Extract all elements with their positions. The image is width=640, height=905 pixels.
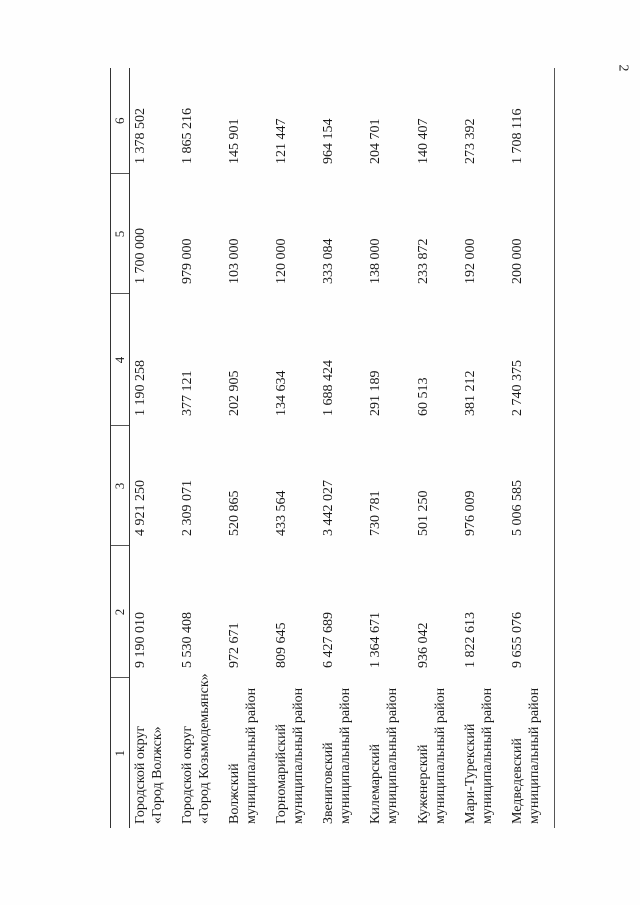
column-header: 6: [111, 68, 130, 174]
district-name-line1: Городской округ: [133, 725, 148, 824]
district-name-cell: [224, 678, 271, 828]
value-cell-col4: 1 688 424: [321, 360, 337, 416]
value-cell-col6: 273 392: [462, 118, 478, 164]
table-row: [413, 68, 460, 828]
table-row: [224, 68, 271, 828]
value-cell-col5: 979 000: [180, 238, 196, 284]
district-name-line2: муниципальный район: [432, 687, 448, 824]
column-header: 1: [111, 678, 130, 828]
value-cell-col3: 976 009: [462, 490, 478, 536]
value-cell-col6: 1 708 116: [507, 68, 555, 174]
value-cell-col4: 381 212: [462, 370, 478, 416]
table-row: [507, 68, 555, 828]
table-row: [318, 68, 365, 828]
value-cell-col5: 120 000: [274, 238, 290, 284]
value-cell-col5: 138 000: [368, 238, 384, 284]
district-name-cell: [413, 678, 460, 828]
district-name-cell: [177, 673, 224, 828]
district-name-cell: [460, 678, 507, 828]
district-name-line2: муниципальный район: [479, 687, 495, 824]
district-name-line2: муниципальный район: [291, 687, 307, 824]
value-cell-col5: 333 084: [321, 238, 337, 284]
table-row: [130, 68, 178, 828]
value-cell-col2: 809 645: [274, 622, 290, 668]
district-name-line1: Мари-Турекский: [462, 723, 478, 824]
value-cell-col2: 1 822 613: [462, 612, 478, 668]
district-name-line2: муниципальный район: [526, 687, 542, 824]
value-cell-col4: 1 190 258: [133, 360, 148, 416]
value-cell-col3: 5 006 585: [507, 426, 555, 546]
district-name-cell: [130, 678, 178, 828]
value-cell-col6: 145 901: [227, 118, 243, 164]
column-header: 3: [111, 426, 130, 546]
column-header: 2: [111, 546, 130, 678]
value-cell-col6: 964 154: [321, 118, 337, 164]
table-row: [177, 68, 224, 828]
value-cell-col6: 140 407: [415, 118, 431, 164]
district-name-line1: Городской округ: [180, 725, 196, 824]
district-name-line1: Волжский: [227, 763, 243, 824]
value-cell-col5: 233 872: [415, 238, 431, 284]
district-name-cell: [271, 678, 318, 828]
value-cell-col4: 60 513: [415, 377, 431, 416]
district-name-line2: «Город Волжск»: [150, 726, 165, 824]
value-cell-col2: 972 671: [227, 622, 243, 668]
value-cell-col5: 200 000: [507, 174, 555, 294]
district-name-line2: «Город Козьмодемьянск»: [197, 673, 213, 824]
data-table: [110, 68, 555, 828]
value-cell-col4: 291 189: [368, 370, 384, 416]
page-number: 2: [615, 64, 631, 72]
header-row: [111, 68, 130, 828]
district-name-line2: муниципальный район: [385, 687, 401, 824]
value-cell-col2: 9 655 076: [507, 546, 555, 678]
value-cell-col2: 6 427 689: [321, 612, 337, 668]
district-name-line1: Звениговский: [321, 742, 337, 824]
district-name-line1: Горномарийский: [274, 723, 290, 824]
district-name-line1: Килемарский: [368, 743, 384, 824]
value-cell-col6: 121 447: [274, 118, 290, 164]
value-cell-col6: 1 378 502: [133, 108, 148, 164]
value-cell-col3: 730 781: [368, 490, 384, 536]
rotated-table-container: [110, 68, 555, 828]
value-cell-col3: 433 564: [274, 490, 290, 536]
value-cell-col6: 204 701: [368, 118, 384, 164]
table-row: [271, 68, 318, 828]
value-cell-col2: 936 042: [415, 622, 431, 668]
district-name-line1: Медведевский: [509, 738, 525, 824]
value-cell-col4: 2 740 375: [507, 294, 555, 426]
district-name-cell: [365, 678, 412, 828]
value-cell-col5: 103 000: [227, 238, 243, 284]
value-cell-col3: 501 250: [415, 490, 431, 536]
column-header: 4: [111, 294, 130, 426]
district-name-line1: Куженерский: [415, 744, 431, 824]
value-cell-col3: 2 309 071: [180, 480, 196, 536]
value-cell-col6: 1 865 216: [180, 108, 196, 164]
value-cell-col5: 192 000: [462, 238, 478, 284]
value-cell-col4: 202 905: [227, 370, 243, 416]
value-cell-col2: 1 364 671: [368, 612, 384, 668]
value-cell-col3: 520 865: [227, 490, 243, 536]
value-cell-col2: 9 190 010: [133, 612, 148, 668]
district-name-cell: [507, 678, 555, 828]
value-cell-col3: 4 921 250: [133, 480, 148, 536]
district-name-cell: [318, 678, 365, 828]
column-header: 5: [111, 174, 130, 294]
value-cell-col3: 3 442 027: [321, 480, 337, 536]
table-row: [365, 68, 412, 828]
district-name-line2: муниципальный район: [244, 687, 260, 824]
table-row: [460, 68, 507, 828]
value-cell-col4: 377 121: [180, 370, 196, 416]
value-cell-col4: 134 634: [274, 370, 290, 416]
value-cell-col2: 5 530 408: [180, 612, 196, 668]
value-cell-col5: 1 700 000: [133, 228, 148, 284]
district-name-line2: муниципальный район: [338, 687, 354, 824]
